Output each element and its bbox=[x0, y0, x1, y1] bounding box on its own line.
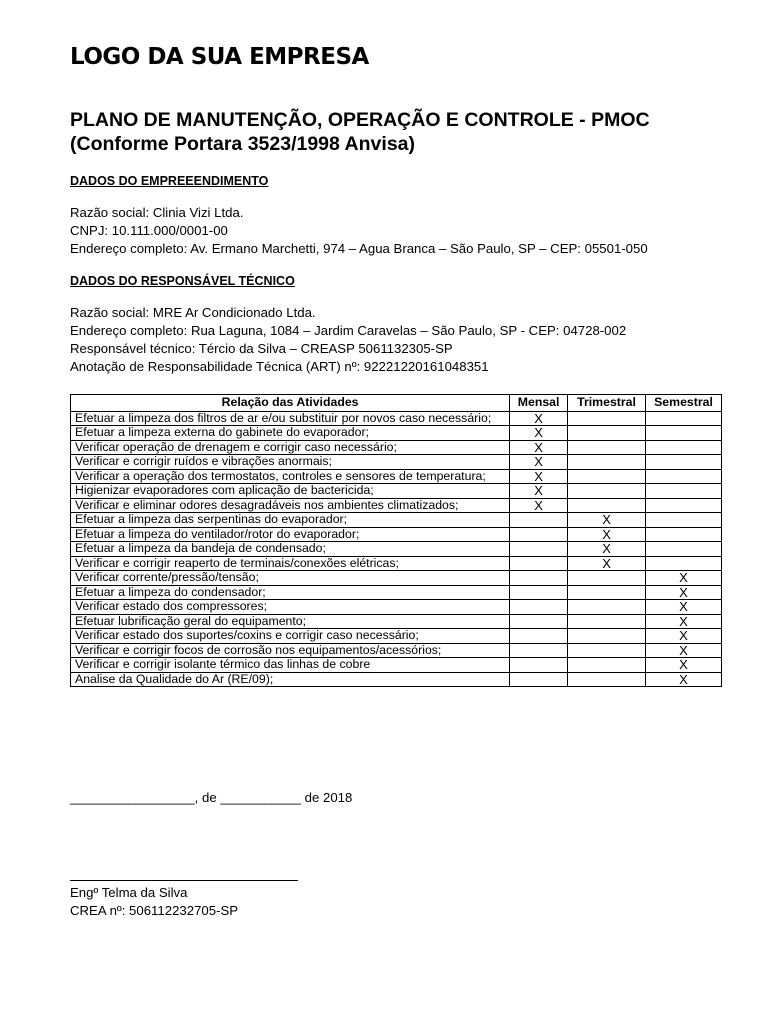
table-row bbox=[71, 542, 722, 557]
responsavel-tecnico: Responsável técnico: Tércio da Silva – CREASP 5061132305-SP bbox=[70, 341, 453, 356]
table-row bbox=[71, 484, 722, 499]
frequency-cell-trimestral bbox=[568, 571, 646, 586]
frequency-cell-trimestral bbox=[568, 643, 646, 658]
empreendimento-cnpj: CNPJ: 10.111.000/0001-00 bbox=[70, 223, 228, 238]
frequency-cell-semestral bbox=[646, 498, 722, 513]
frequency-cell-semestral bbox=[646, 455, 722, 470]
frequency-cell-mensal: X bbox=[510, 411, 568, 426]
frequency-cell-semestral bbox=[646, 426, 722, 441]
frequency-cell-trimestral bbox=[568, 455, 646, 470]
frequency-cell-semestral bbox=[646, 527, 722, 542]
frequency-cell-trimestral: X bbox=[568, 542, 646, 557]
frequency-cell-semestral: X bbox=[646, 614, 722, 629]
frequency-cell-semestral bbox=[646, 440, 722, 455]
frequency-cell-mensal bbox=[510, 513, 568, 528]
activities-table bbox=[70, 394, 722, 687]
activity-text: Verificar e corrigir ruídos e vibrações anormais; bbox=[71, 455, 510, 470]
frequency-cell-mensal: X bbox=[510, 469, 568, 484]
header-atividades: Relação das Atividades bbox=[71, 395, 510, 412]
responsavel-details bbox=[70, 304, 626, 376]
frequency-cell-trimestral bbox=[568, 469, 646, 484]
frequency-cell-trimestral: X bbox=[568, 527, 646, 542]
frequency-cell-semestral: X bbox=[646, 585, 722, 600]
table-row bbox=[71, 672, 722, 687]
frequency-cell-mensal bbox=[510, 614, 568, 629]
frequency-cell-trimestral bbox=[568, 411, 646, 426]
frequency-cell-semestral: X bbox=[646, 672, 722, 687]
frequency-cell-mensal: X bbox=[510, 455, 568, 470]
table-row bbox=[71, 440, 722, 455]
frequency-cell-semestral bbox=[646, 556, 722, 571]
activity-text: Efetuar a limpeza dos filtros de ar e/ou substituir por novos caso necessário; bbox=[71, 411, 510, 426]
frequency-cell-semestral: X bbox=[646, 600, 722, 615]
frequency-cell-trimestral bbox=[568, 498, 646, 513]
frequency-cell-mensal bbox=[510, 556, 568, 571]
header-semestral: Semestral bbox=[646, 395, 722, 412]
frequency-cell-trimestral bbox=[568, 629, 646, 644]
activity-text: Verificar e eliminar odores desagradáveis nos ambientes climatizados; bbox=[71, 498, 510, 513]
frequency-cell-semestral: X bbox=[646, 658, 722, 673]
table-row bbox=[71, 469, 722, 484]
empreendimento-heading: DADOS DO EMPREEENDIMENTO bbox=[70, 174, 269, 188]
frequency-cell-trimestral bbox=[568, 426, 646, 441]
frequency-cell-trimestral bbox=[568, 672, 646, 687]
frequency-cell-mensal bbox=[510, 571, 568, 586]
frequency-cell-trimestral: X bbox=[568, 513, 646, 528]
table-row bbox=[71, 658, 722, 673]
frequency-cell-mensal: X bbox=[510, 498, 568, 513]
activities-body bbox=[71, 411, 722, 687]
signature-line bbox=[70, 880, 298, 881]
frequency-cell-trimestral bbox=[568, 585, 646, 600]
frequency-cell-mensal bbox=[510, 527, 568, 542]
table-row bbox=[71, 556, 722, 571]
activity-text: Efetuar a limpeza da bandeja de condensado; bbox=[71, 542, 510, 557]
frequency-cell-mensal: X bbox=[510, 484, 568, 499]
frequency-cell-semestral bbox=[646, 513, 722, 528]
frequency-cell-semestral bbox=[646, 484, 722, 499]
frequency-cell-semestral: X bbox=[646, 629, 722, 644]
table-row bbox=[71, 643, 722, 658]
frequency-cell-mensal bbox=[510, 600, 568, 615]
activity-text: Efetuar a limpeza externa do gabinete do evaporador; bbox=[71, 426, 510, 441]
activity-text: Higienizar evaporadores com aplicação de bactericida; bbox=[71, 484, 510, 499]
frequency-cell-mensal bbox=[510, 658, 568, 673]
activity-text: Verificar a operação dos termostatos, controles e sensores de temperatura; bbox=[71, 469, 510, 484]
empreendimento-razao: Razão social: Clinia Vizi Ltda. bbox=[70, 205, 244, 220]
table-row bbox=[71, 600, 722, 615]
responsavel-art: Anotação de Responsabilidade Técnica (ART) nº: 92221220161048351 bbox=[70, 359, 489, 374]
activity-text: Efetuar a limpeza do condensador; bbox=[71, 585, 510, 600]
frequency-cell-semestral bbox=[646, 469, 722, 484]
table-row bbox=[71, 411, 722, 426]
table-row bbox=[71, 513, 722, 528]
table-row bbox=[71, 614, 722, 629]
signature-name: Engº Telma da Silva bbox=[70, 885, 188, 900]
frequency-cell-semestral bbox=[646, 542, 722, 557]
header-trimestral: Trimestral bbox=[568, 395, 646, 412]
activity-text: Verificar e corrigir isolante térmico das linhas de cobre bbox=[71, 658, 510, 673]
table-row bbox=[71, 455, 722, 470]
frequency-cell-trimestral bbox=[568, 440, 646, 455]
company-logo-text: LOGO DA SUA EMPRESA bbox=[70, 44, 369, 70]
frequency-cell-mensal bbox=[510, 672, 568, 687]
frequency-cell-mensal: X bbox=[510, 426, 568, 441]
date-line: _________________, de ___________ de 2018 bbox=[70, 790, 353, 805]
activity-text: Efetuar a limpeza do ventilador/rotor do evaporador; bbox=[71, 527, 510, 542]
responsavel-endereco: Endereço completo: Rua Laguna, 1084 – Jardim Caravelas – São Paulo, SP - CEP: 04728-002 bbox=[70, 323, 627, 338]
frequency-cell-semestral bbox=[646, 411, 722, 426]
activity-text: Verificar estado dos suportes/coxins e corrigir caso necessário; bbox=[71, 629, 510, 644]
header-mensal: Mensal bbox=[510, 395, 568, 412]
responsavel-heading: DADOS DO RESPONSÁVEL TÉCNICO bbox=[70, 274, 295, 288]
table-row bbox=[71, 498, 722, 513]
frequency-cell-semestral: X bbox=[646, 571, 722, 586]
title-line-2: (Conforme Portara 3523/1998 Anvisa) bbox=[70, 133, 416, 155]
document-title bbox=[70, 108, 650, 156]
title-line-1: PLANO DE MANUTENÇÃO, OPERAÇÃO E CONTROLE - PMOC bbox=[70, 109, 650, 131]
frequency-cell-trimestral bbox=[568, 600, 646, 615]
frequency-cell-mensal bbox=[510, 629, 568, 644]
empreendimento-endereco: Endereço completo: Av. Ermano Marchetti, 974 – Agua Branca – São Paulo, SP – CEP: 05501-050 bbox=[70, 241, 648, 256]
frequency-cell-mensal bbox=[510, 643, 568, 658]
table-row bbox=[71, 571, 722, 586]
table-row bbox=[71, 527, 722, 542]
activity-text: Analise da Qualidade do Ar (RE/09); bbox=[71, 672, 510, 687]
frequency-cell-mensal: X bbox=[510, 440, 568, 455]
frequency-cell-trimestral: X bbox=[568, 556, 646, 571]
signature-block bbox=[70, 884, 238, 920]
activities-header-row bbox=[71, 395, 722, 412]
frequency-cell-trimestral bbox=[568, 658, 646, 673]
table-row bbox=[71, 629, 722, 644]
table-row bbox=[71, 585, 722, 600]
table-row bbox=[71, 426, 722, 441]
activity-text: Verificar operação de drenagem e corrigir caso necessário; bbox=[71, 440, 510, 455]
activity-text: Efetuar a limpeza das serpentinas do evaporador; bbox=[71, 513, 510, 528]
frequency-cell-trimestral bbox=[568, 484, 646, 499]
activity-text: Verificar e corrigir reaperto de terminais/conexões elétricas; bbox=[71, 556, 510, 571]
activity-text: Efetuar lubrificação geral do equipamento; bbox=[71, 614, 510, 629]
activity-text: Verificar corrente/pressão/tensão; bbox=[71, 571, 510, 586]
signature-crea: CREA nº: 506112232705-SP bbox=[70, 903, 239, 918]
frequency-cell-mensal bbox=[510, 542, 568, 557]
frequency-cell-semestral: X bbox=[646, 643, 722, 658]
activity-text: Verificar estado dos compressores; bbox=[71, 600, 510, 615]
responsavel-razao: Razão social: MRE Ar Condicionado Ltda. bbox=[70, 305, 316, 320]
frequency-cell-trimestral bbox=[568, 614, 646, 629]
frequency-cell-mensal bbox=[510, 585, 568, 600]
activity-text: Verificar e corrigir focos de corrosão nos equipamentos/acessórios; bbox=[71, 643, 510, 658]
empreendimento-details bbox=[70, 204, 648, 258]
